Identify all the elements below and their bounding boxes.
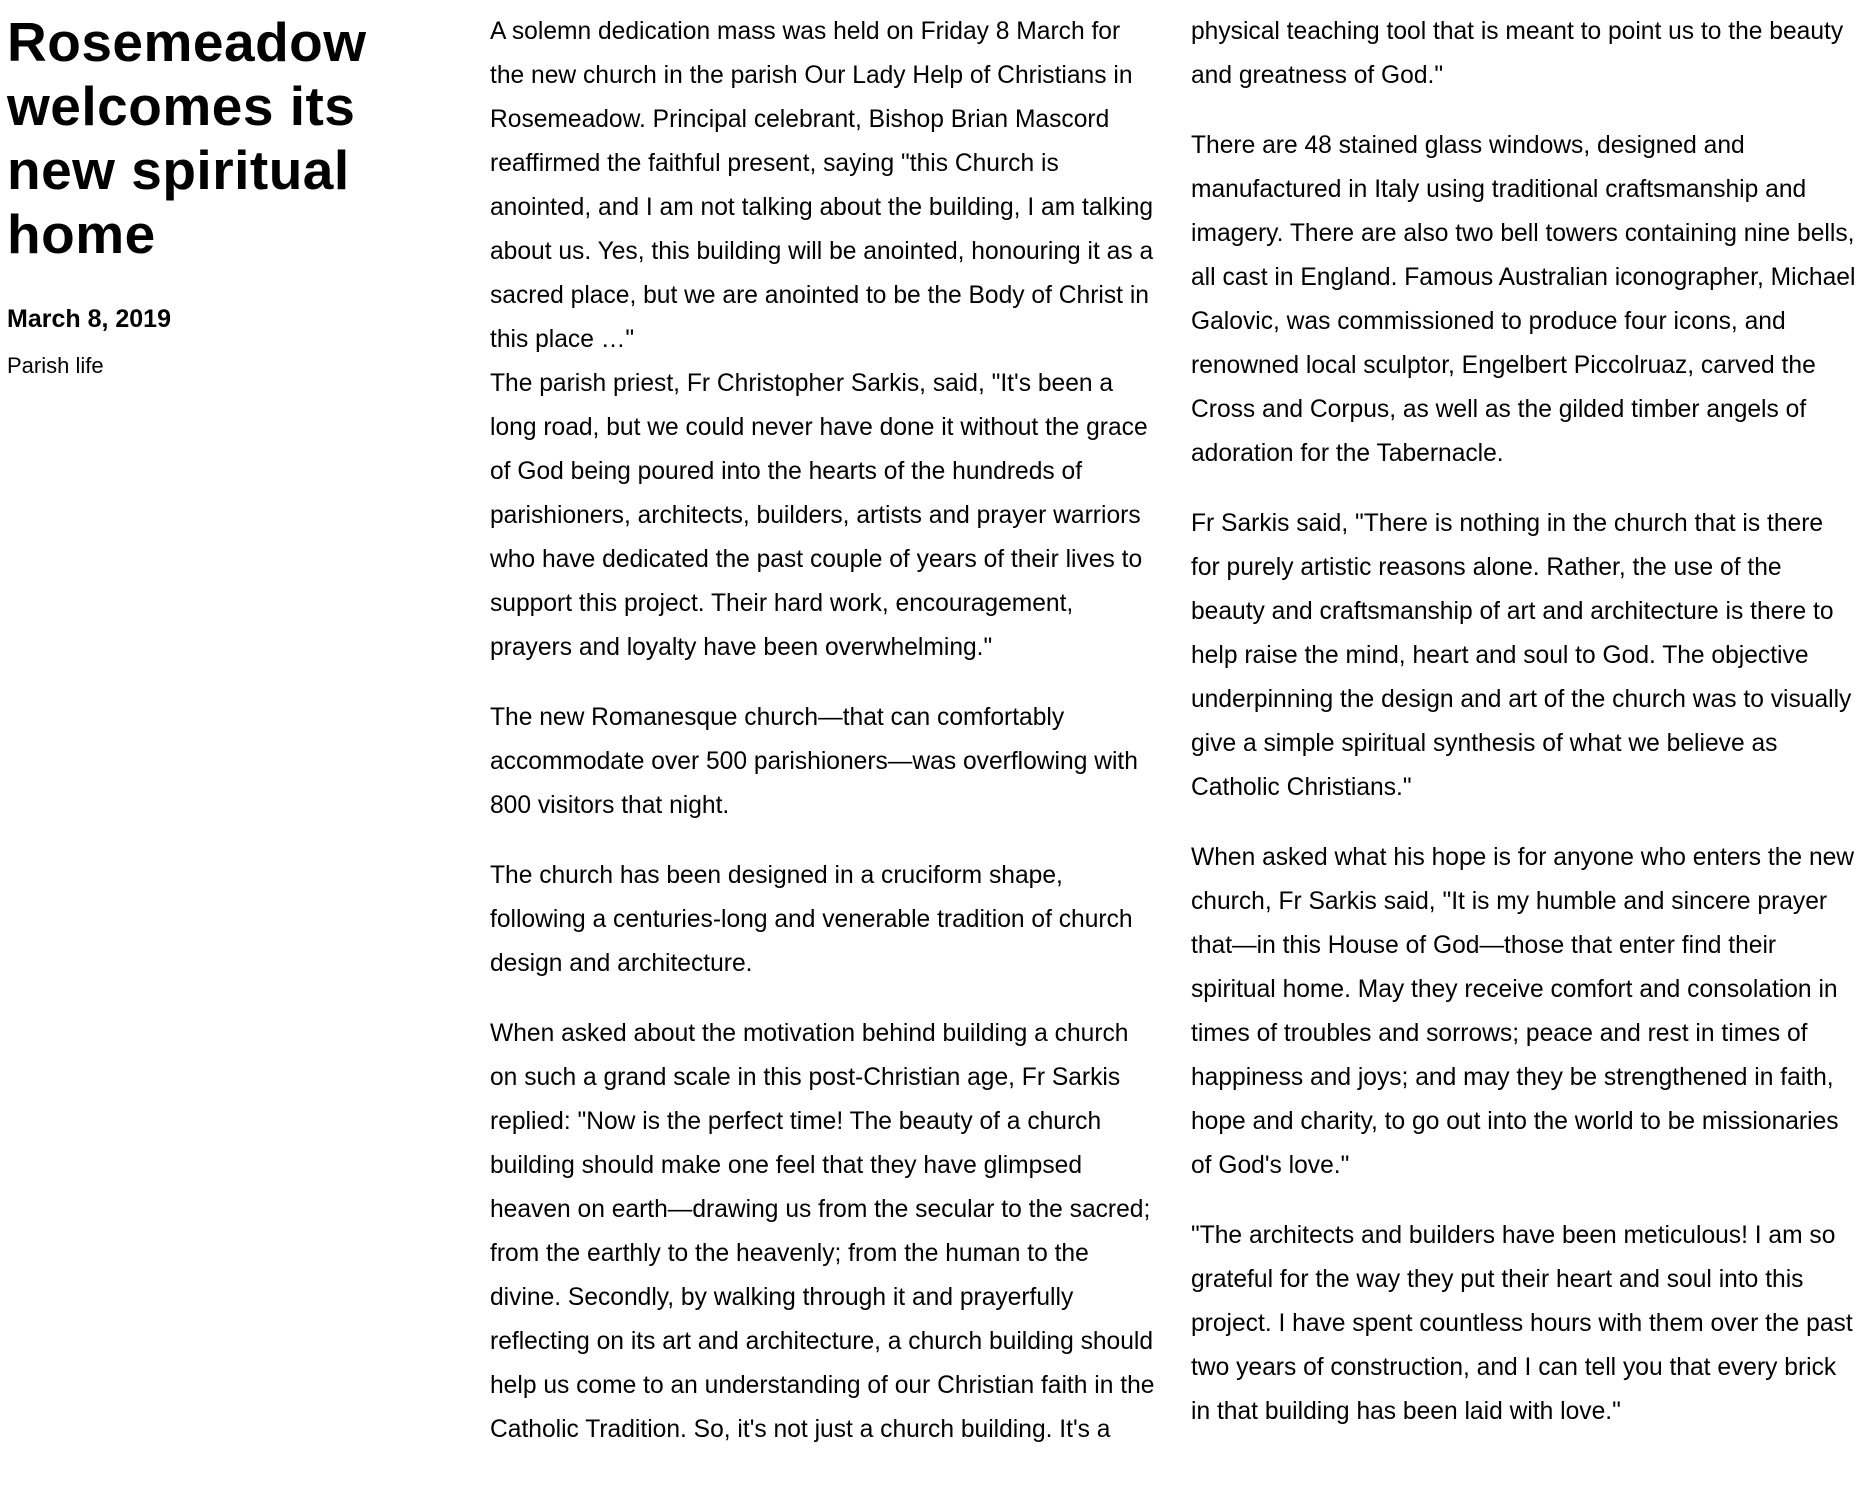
article-title: Rosemeadow welcomes its new spiritual home <box>7 11 367 265</box>
article-date: March 8, 2019 <box>7 305 171 333</box>
paragraph-romanesque: The new Romanesque church—that can comfortably accommodate over 500 parishioners—was overflowing with 800 visitors that night. <box>490 704 1138 819</box>
article-body <box>490 10 1856 1510</box>
paragraph-parish-priest: The parish priest, Fr Christopher Sarkis, said, "It's been a long road, but we could never have done it without the grace of God being poured into the hearts of the hundreds of parishioners, architects, builders, artists and prayer warriors who have dedicated the past couple of years of their lives to support this project. Their hard work, encouragement, prayers and loyalty have been overwhelming." <box>490 370 1148 661</box>
paragraph-architects: "The architects and builders have been meticulous! I am so grateful for the way they put their heart and soul into this project. I have spent countless hours with them over the past two years of construction, and I can tell you that every brick in that building has been laid with love." <box>1191 1222 1853 1425</box>
paragraph-cruciform: The church has been designed in a cruciform shape, following a centuries-long and venerable tradition of church design and architecture. <box>490 862 1133 977</box>
paragraph-motivation: When asked about the motivation behind building a church on such a grand scale in this post-Christian age, Fr Sarkis replied: "Now is the perfect time! The beauty of a church building should make one feel that they have glimpsed heaven on earth—drawing us from the secular to the sacred; from the earthly to the heavenly; from the human to the divine. Secondly, by walking through it and prayerfully reflecting on its art and architecture, a church building should help us come to an understanding of our Christian faith in the Catholic Tradition. So, it's not just a church building. It's a physical teaching tool that is meant to point us to the beauty and greatness of God." <box>490 18 1844 1443</box>
paragraph-hope: When asked what his hope is for anyone who enters the new church, Fr Sarkis said, "It is my humble and sincere prayer that—in this House of God—those that enter find their spiritual home. May they receive comfort and consolation in times of troubles and sorrows; peace and rest in times of happiness and joys; and may they be strengthened in faith, hope and charity, to go out into the world to be missionaries of God's love." <box>1191 844 1855 1179</box>
paragraph-stained-glass: There are 48 stained glass windows, designed and manufactured in Italy using traditional craftsmanship and imagery. There are also two bell towers containing nine bells, all cast in England. Famous Australian iconographer, Michael Galovic, was commissioned to produce four icons, and renowned local sculptor, Engelbert Piccolruaz, carved the Cross and Corpus, as well as the gilded timber angels of adoration for the Tabernacle. <box>1191 132 1856 467</box>
paragraph-artistic-reasons: Fr Sarkis said, "There is nothing in the church that is there for purely artistic reasons alone. Rather, the use of the beauty and craftsmanship of art and architecture is there to help raise the mind, heart and soul to God. The objective underpinning the design and art of the church was to visually give a simple spiritual synthesis of what we believe as Catholic Christians." <box>1191 510 1852 801</box>
article-header <box>7 10 477 380</box>
paragraph-dedication: A solemn dedication mass was held on Friday 8 March for the new church in the parish Our Lady Help of Christians in Rosemeadow. Principal celebrant, Bishop Brian Mascord reaffirmed the faithful present, saying "this Church is anointed, and I am not talking about the building, I am talking about us. Yes, this building will be anointed, honouring it as a sacred place, but we are anointed to be the Body of Christ in this place …" <box>490 18 1154 353</box>
article-category[interactable]: Parish life <box>7 353 104 378</box>
